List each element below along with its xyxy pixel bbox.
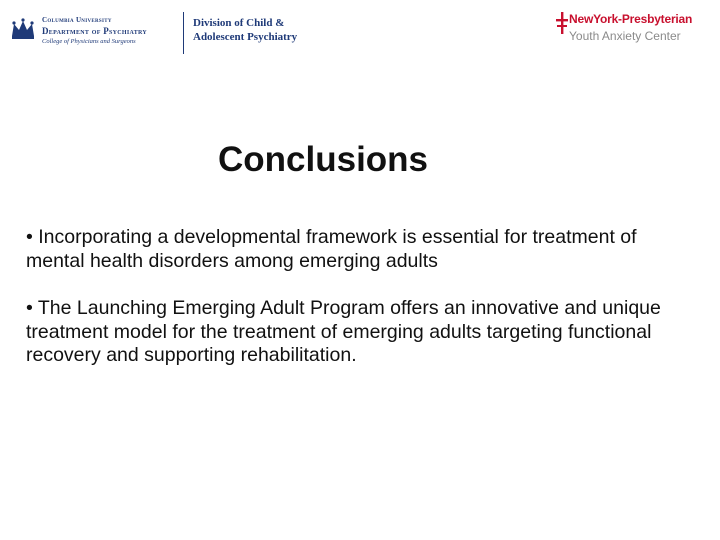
nyp-subtitle: Youth Anxiety Center [569,29,681,43]
college-text: College of Physicians and Surgeons [42,38,136,45]
bullet-item: • Incorporating a developmental framework is essential for treatment of mental health disorders among emerging adults [26,226,637,272]
nyp-logo [556,10,716,50]
nyp-name: NewYork-Presbyterian [569,12,693,26]
slide-title: Conclusions [218,140,429,179]
columbia-university-text: Columbia University [42,16,112,24]
columbia-logo [10,12,180,54]
columbia-wordmark [42,16,147,47]
division-line1: Division of Child & [193,17,285,29]
crown-icon [10,18,36,40]
header-divider [183,12,184,54]
division-logo [193,16,297,44]
bullet-item: • The Launching Emerging Adult Program offers an innovative and unique treatment model for the treatment of emerging adults targeting functional recovery and supporting rehabilitation. [26,297,661,366]
nyp-mark-icon [556,12,568,34]
department-text: Department of Psychiatry [42,26,148,36]
division-line2: Adolescent Psychiatry [193,31,298,43]
bullet-list [26,226,696,392]
